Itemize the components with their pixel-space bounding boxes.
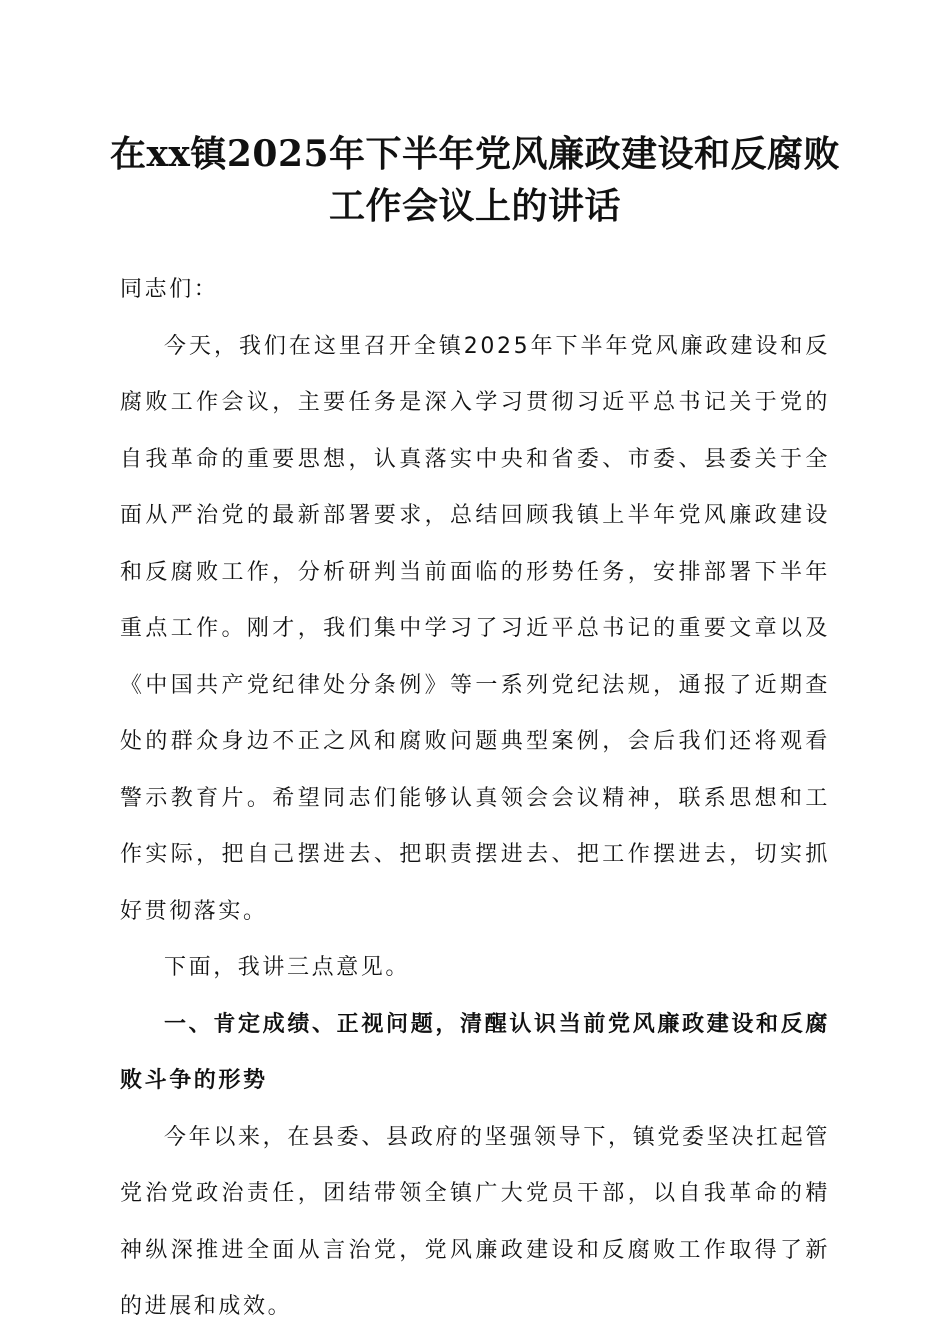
section-1-paragraph: 今年以来，在县委、县政府的坚强领导下，镇党委坚决扛起管党治党政治责任，团结带领全镇广大党员干部，以自我革命的精神纵深推进全面从言治党，党风廉政建设和反腐败工作取得了新的进展和成效。 (120, 1124, 830, 1319)
transition-paragraph: 下面，我讲三点意见。 (164, 955, 411, 980)
section-heading-1: 一、肯定成绩、正视问题，清醒认识当前党风廉政建设和反腐败斗争的形势 (120, 1011, 830, 1093)
title-line-2: 工作会议上的讲话 (328, 185, 621, 227)
document-title (90, 128, 860, 232)
salutation: 同志们： (120, 277, 219, 302)
document-body (120, 262, 830, 1336)
title-line-1: 在xx镇2025年下半年党风廉政建设和反腐败 (109, 133, 841, 175)
opening-paragraph: 今天，我们在这里召开全镇2025年下半年党风廉政建设和反腐败工作会议，主要任务是深入学习贯彻习近平总书记关于党的自我革命的重要思想，认真落实中央和省委、市委、县委关于全面从严治党的最新部署要求，总结回顾我镇上半年党风廉政建设和反腐败工作，分析研判当前面临的形势任务，安排部署下半年重点工作。刚才，我们集中学习了习近平总书记的重要文章以及《中国共产党纪律处分条例》等一系列党纪法规，通报了近期查处的群众身边不正之风和腐败问题典型案例，会后我们还将观看警示教育片。希望同志们能够认真领会会议精神，联系思想和工作实际，把自己摆进去、把职责摆进去、把工作摆进去，切实抓好贯彻落实。 (120, 333, 830, 924)
